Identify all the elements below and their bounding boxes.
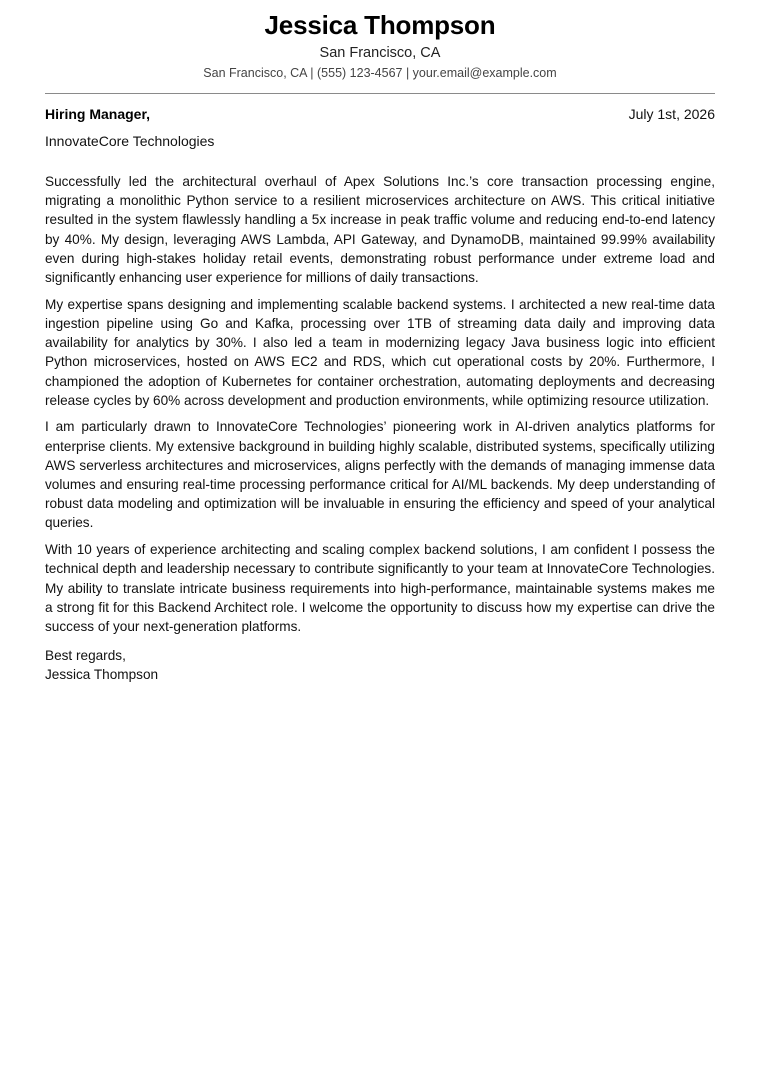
closing-phrase: Best regards, — [45, 648, 126, 664]
body-paragraph: My expertise spans designing and implementing scalable backend systems. I architected a new real-time data ingestion pipeline using Go and Kafka, processing over 1TB of streaming data daily and improving data availability for analytics by 30%. I also led a team in modernizing legacy Java business logic into efficient Python microservices, hosted on AWS EC2 and RDS, which cut operational costs by 20%. Furthermore, I championed the adoption of Kubernetes for container orchestration, automating deployments and decreasing release cycles by 60% across development and production environments, while optimizing resource utilization. — [45, 296, 715, 408]
header-divider — [45, 93, 715, 94]
letter-header — [45, 0, 715, 82]
letter-closing — [45, 646, 715, 684]
body-paragraph: Successfully led the architectural overhaul of Apex Solutions Inc.’s core transaction processing engine, migrating a monolithic Python service to a resilient microservices architecture on AWS. This critical initiative resulted in the system flawlessly handling a 5x increase in peak traffic volume and reducing end-to-end latency by 40%. My design, leveraging AWS Lambda, API Gateway, and DynamoDB, maintained 99.99% availability even during high-stakes holiday retail events, demonstrating robust performance under extreme load and significantly enhancing user experience for millions of daily transactions. — [45, 174, 715, 286]
letter-body — [45, 172, 715, 636]
body-paragraph: I am particularly drawn to InnovateCore Technologies’ pioneering work in AI-driven analytics platforms for enterprise clients. My extensive background in building highly scalable, distributed systems, specifically utilizing AWS serverless architectures and microservices, aligns perfectly with the demands of managing immense data volumes and ensuring real-time processing performance critical for AI/ML backends. My deep understanding of robust data modeling and optimization will be invaluable in ensuring the efficiency and speed of your analytical queries. — [45, 419, 715, 531]
body-paragraph: With 10 years of experience architecting and scaling complex backend solutions, I am confident I possess the technical depth and leadership necessary to contribute significantly to your team at InnovateCore Technologies. My ability to translate intricate business requirements into high-performance, maintainable systems makes me a strong fit for this Backend Architect role. I welcome the opportunity to discuss how my expertise can drive the success of your next-generation platforms. — [45, 542, 715, 634]
applicant-location: San Francisco, CA — [319, 45, 441, 61]
applicant-name: Jessica Thompson — [264, 10, 496, 40]
salutation-date-row — [45, 104, 715, 124]
signature-name: Jessica Thompson — [45, 667, 159, 683]
letter-date: July 1st, 2026 — [628, 106, 715, 122]
applicant-contact-line: San Francisco, CA | (555) 123-4567 | your.email@example.com — [203, 66, 557, 80]
recipient-company: InnovateCore Technologies — [45, 133, 215, 149]
salutation: Hiring Manager, — [45, 106, 151, 122]
